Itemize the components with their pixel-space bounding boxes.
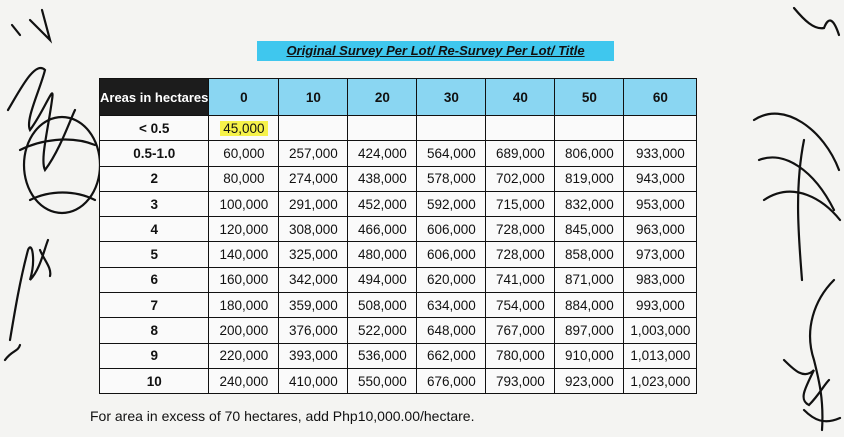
corner-header: Areas in hectares bbox=[100, 79, 209, 116]
fee-cell: 393,000 bbox=[279, 343, 348, 368]
table-row bbox=[100, 267, 697, 292]
fee-cell: 342,000 bbox=[279, 267, 348, 292]
row-header: 9 bbox=[100, 343, 209, 368]
fee-cell: 536,000 bbox=[348, 343, 417, 368]
fee-cell bbox=[348, 116, 417, 141]
fee-cell: 308,000 bbox=[279, 217, 348, 242]
row-header: < 0.5 bbox=[100, 116, 209, 141]
fee-cell bbox=[417, 116, 486, 141]
table-row bbox=[100, 116, 697, 141]
fee-cell: 933,000 bbox=[624, 141, 697, 166]
fee-cell: 80,000 bbox=[209, 166, 279, 191]
fee-cell: 806,000 bbox=[555, 141, 624, 166]
table-row bbox=[100, 166, 697, 191]
fee-cell: 910,000 bbox=[555, 343, 624, 368]
fee-cell bbox=[624, 116, 697, 141]
fee-cell: 858,000 bbox=[555, 242, 624, 267]
row-header: 7 bbox=[100, 293, 209, 318]
fee-cell: 452,000 bbox=[348, 191, 417, 216]
fee-cell: 240,000 bbox=[209, 368, 279, 393]
row-header: 2 bbox=[100, 166, 209, 191]
fee-cell: 728,000 bbox=[486, 242, 555, 267]
column-header: 50 bbox=[555, 79, 624, 116]
fee-cell: 359,000 bbox=[279, 293, 348, 318]
row-header: 0.5-1.0 bbox=[100, 141, 209, 166]
header-row bbox=[100, 79, 697, 116]
column-header: 10 bbox=[279, 79, 348, 116]
column-header: 40 bbox=[486, 79, 555, 116]
signature-left-icon bbox=[0, 0, 100, 437]
fee-cell: 480,000 bbox=[348, 242, 417, 267]
fee-cell: 634,000 bbox=[417, 293, 486, 318]
fee-cell: 662,000 bbox=[417, 343, 486, 368]
fee-cell: 180,000 bbox=[209, 293, 279, 318]
fee-cell: 963,000 bbox=[624, 217, 697, 242]
fee-cell: 1,013,000 bbox=[624, 343, 697, 368]
fee-cell: 100,000 bbox=[209, 191, 279, 216]
fee-cell: 325,000 bbox=[279, 242, 348, 267]
fee-cell: 494,000 bbox=[348, 267, 417, 292]
fee-cell: 438,000 bbox=[348, 166, 417, 191]
fee-cell: 200,000 bbox=[209, 318, 279, 343]
table-row bbox=[100, 217, 697, 242]
row-header: 5 bbox=[100, 242, 209, 267]
fee-cell: 973,000 bbox=[624, 242, 697, 267]
fee-cell: 606,000 bbox=[417, 242, 486, 267]
table-row bbox=[100, 191, 697, 216]
table-row bbox=[100, 141, 697, 166]
fee-cell: 897,000 bbox=[555, 318, 624, 343]
fee-cell: 689,000 bbox=[486, 141, 555, 166]
table-row bbox=[100, 343, 697, 368]
fee-cell: 550,000 bbox=[348, 368, 417, 393]
fee-cell: 702,000 bbox=[486, 166, 555, 191]
fee-cell: 424,000 bbox=[348, 141, 417, 166]
fee-cell: 120,000 bbox=[209, 217, 279, 242]
document-title: Original Survey Per Lot/ Re-Survey Per Lot/ Title bbox=[257, 41, 614, 61]
fee-cell: 676,000 bbox=[417, 368, 486, 393]
fee-cell: 274,000 bbox=[279, 166, 348, 191]
fee-cell: 466,000 bbox=[348, 217, 417, 242]
fee-cell: 291,000 bbox=[279, 191, 348, 216]
fee-cell bbox=[555, 116, 624, 141]
fee-cell: 715,000 bbox=[486, 191, 555, 216]
fee-cell: 871,000 bbox=[555, 267, 624, 292]
highlighted-value: 45,000 bbox=[220, 121, 267, 136]
fee-cell: 257,000 bbox=[279, 141, 348, 166]
fee-cell: 923,000 bbox=[555, 368, 624, 393]
footnote: For area in excess of 70 hectares, add Php10,000.00/hectare. bbox=[90, 408, 475, 424]
fee-cell: 728,000 bbox=[486, 217, 555, 242]
fee-cell: 1,023,000 bbox=[624, 368, 697, 393]
fee-cell: 220,000 bbox=[209, 343, 279, 368]
fee-cell: 819,000 bbox=[555, 166, 624, 191]
fee-cell: 741,000 bbox=[486, 267, 555, 292]
table-row bbox=[100, 293, 697, 318]
fee-cell: 140,000 bbox=[209, 242, 279, 267]
column-header: 60 bbox=[624, 79, 697, 116]
table-row bbox=[100, 242, 697, 267]
fee-cell: 592,000 bbox=[417, 191, 486, 216]
fee-cell: 943,000 bbox=[624, 166, 697, 191]
table-row bbox=[100, 318, 697, 343]
table-row bbox=[100, 368, 697, 393]
fee-cell: 845,000 bbox=[555, 217, 624, 242]
row-header: 4 bbox=[100, 217, 209, 242]
fee-cell: 780,000 bbox=[486, 343, 555, 368]
fee-cell: 578,000 bbox=[417, 166, 486, 191]
fee-cell: 1,003,000 bbox=[624, 318, 697, 343]
fee-cell: 606,000 bbox=[417, 217, 486, 242]
column-header: 30 bbox=[417, 79, 486, 116]
row-header: 6 bbox=[100, 267, 209, 292]
fee-cell: 832,000 bbox=[555, 191, 624, 216]
row-header: 10 bbox=[100, 368, 209, 393]
fee-cell: 410,000 bbox=[279, 368, 348, 393]
fee-table bbox=[99, 78, 697, 394]
fee-cell: 983,000 bbox=[624, 267, 697, 292]
fee-cell bbox=[486, 116, 555, 141]
fee-cell bbox=[279, 116, 348, 141]
fee-cell bbox=[209, 116, 279, 141]
row-header: 8 bbox=[100, 318, 209, 343]
fee-cell: 754,000 bbox=[486, 293, 555, 318]
row-header: 3 bbox=[100, 191, 209, 216]
fee-cell: 793,000 bbox=[486, 368, 555, 393]
fee-cell: 953,000 bbox=[624, 191, 697, 216]
fee-cell: 522,000 bbox=[348, 318, 417, 343]
fee-cell: 60,000 bbox=[209, 141, 279, 166]
fee-cell: 993,000 bbox=[624, 293, 697, 318]
signature-right-icon bbox=[744, 0, 844, 437]
fee-cell: 508,000 bbox=[348, 293, 417, 318]
fee-cell: 376,000 bbox=[279, 318, 348, 343]
fee-cell: 767,000 bbox=[486, 318, 555, 343]
column-header: 0 bbox=[209, 79, 279, 116]
fee-cell: 160,000 bbox=[209, 267, 279, 292]
fee-cell: 564,000 bbox=[417, 141, 486, 166]
fee-cell: 648,000 bbox=[417, 318, 486, 343]
column-header: 20 bbox=[348, 79, 417, 116]
fee-cell: 620,000 bbox=[417, 267, 486, 292]
fee-cell: 884,000 bbox=[555, 293, 624, 318]
